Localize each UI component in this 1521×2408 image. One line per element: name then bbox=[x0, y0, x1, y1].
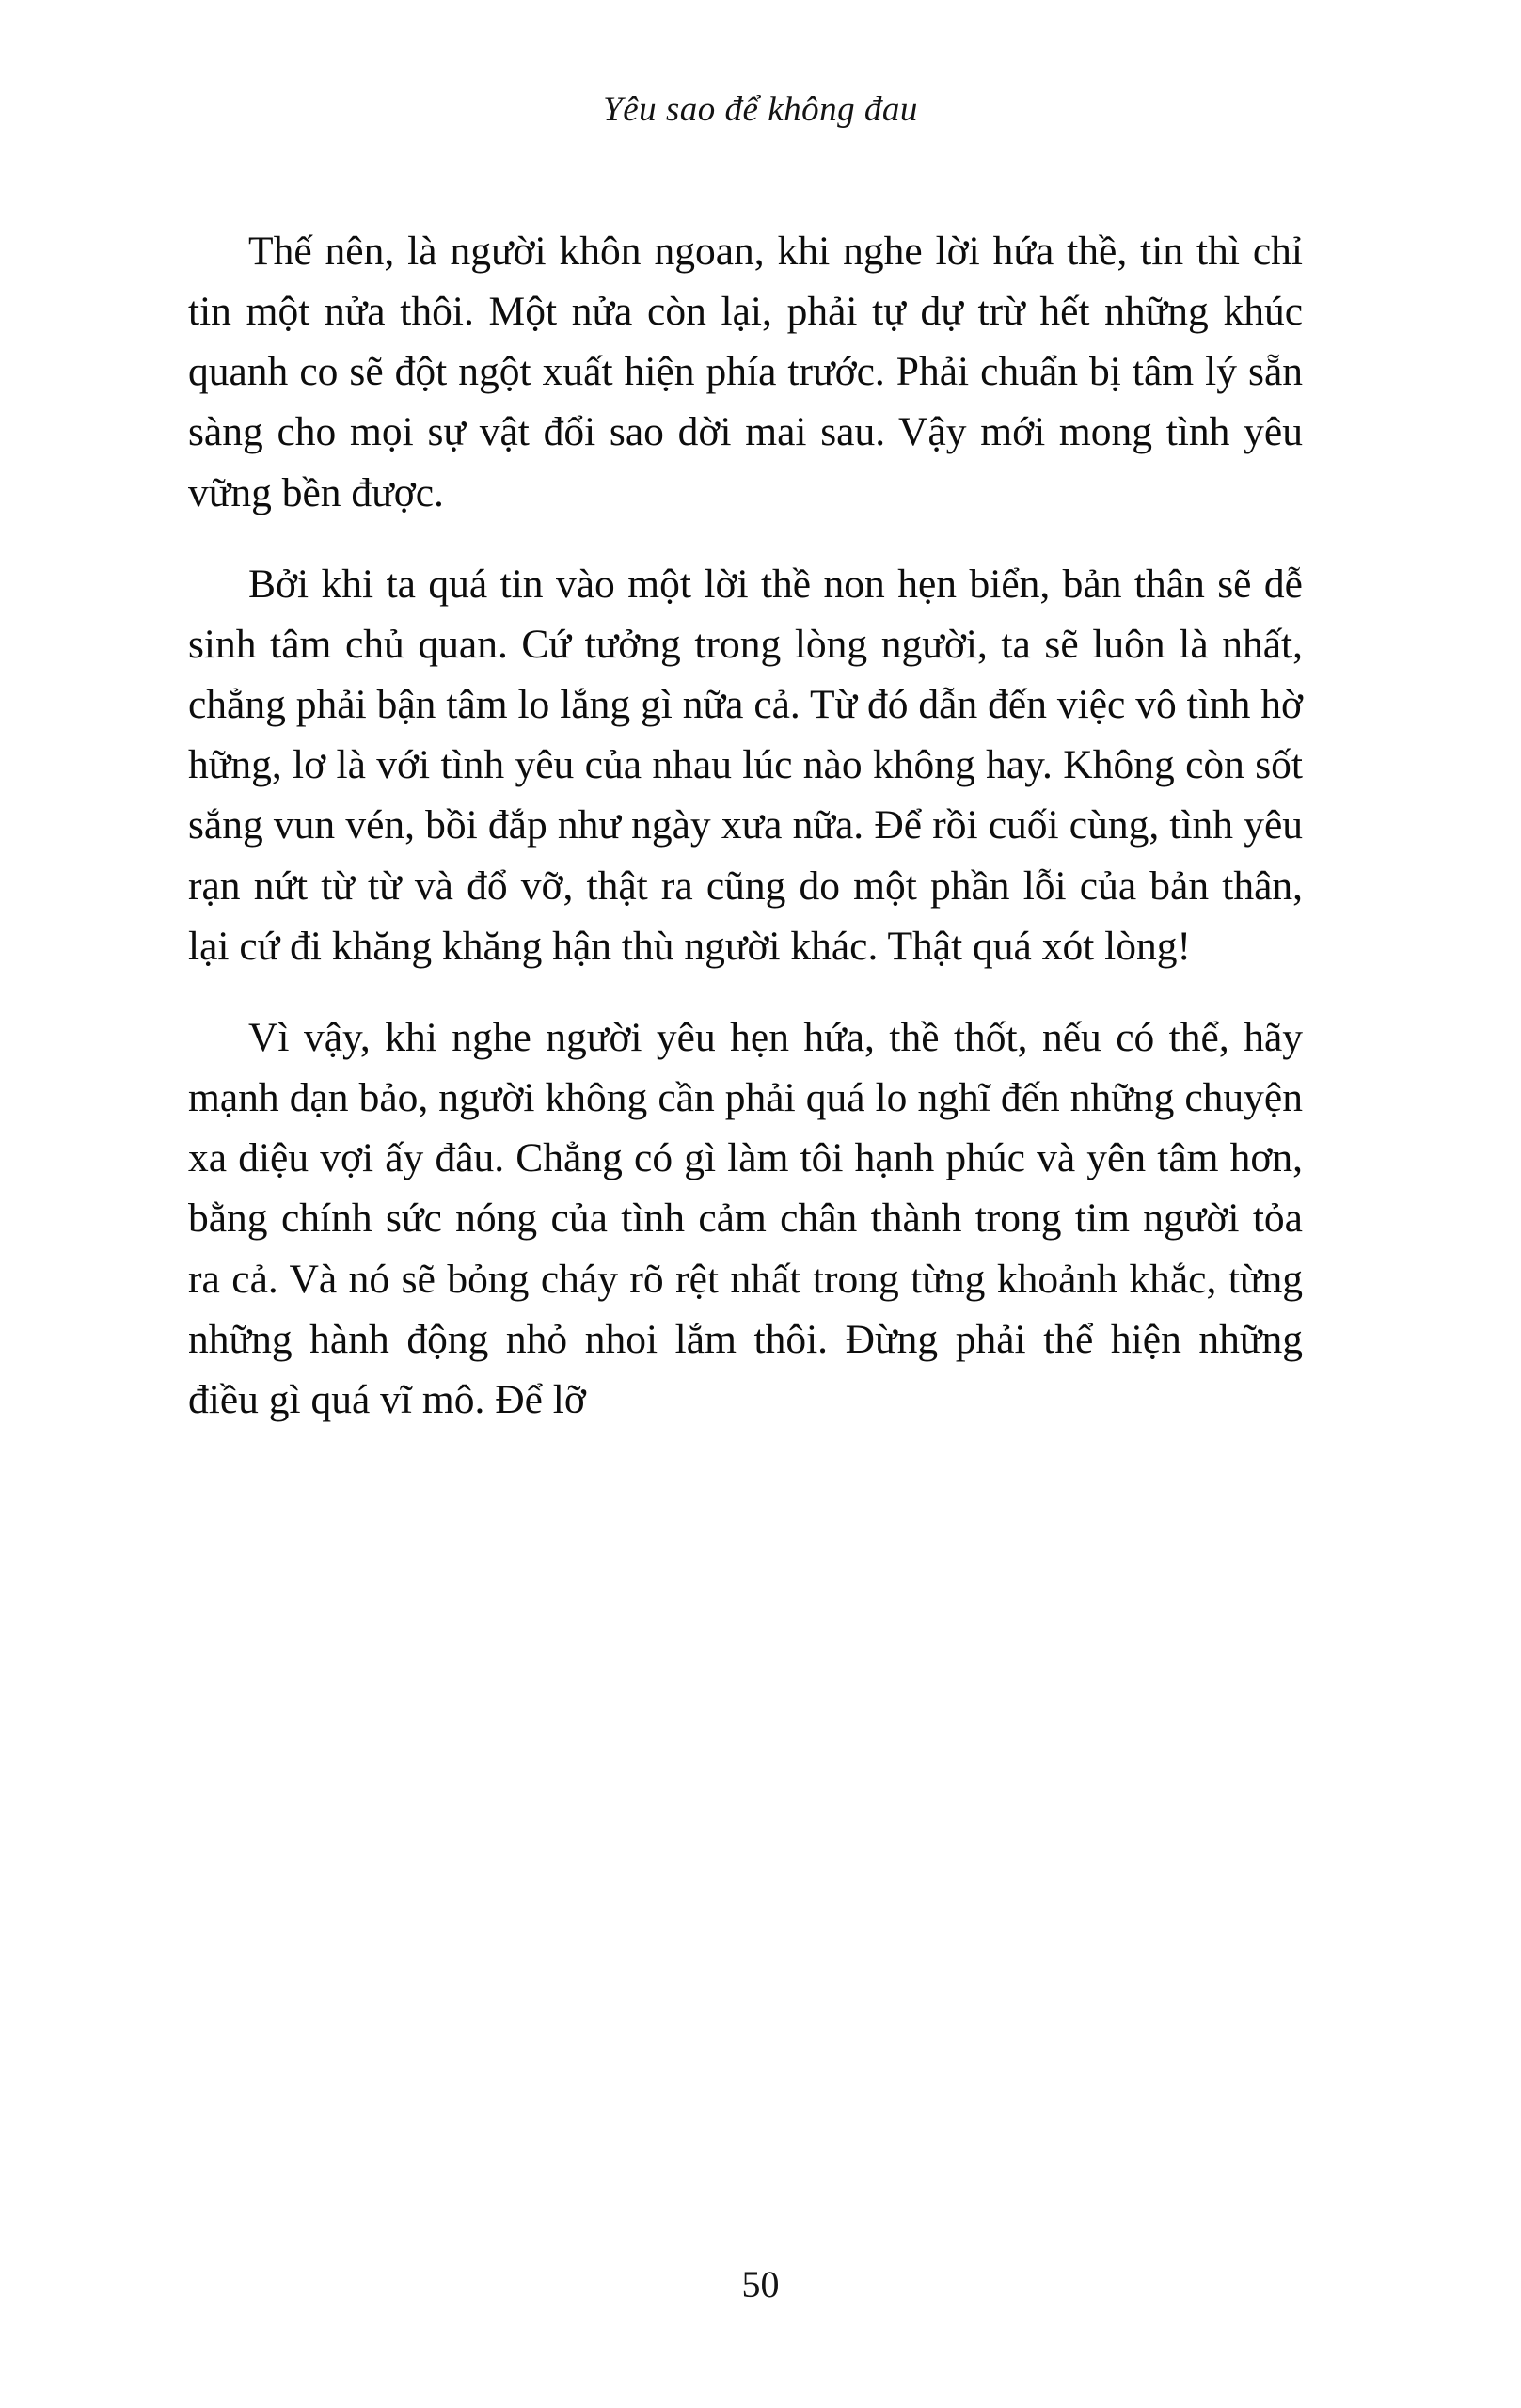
page-number: 50 bbox=[741, 2263, 780, 2305]
paragraph: Bởi khi ta quá tin vào một lời thề non hẹn biển, bản thân sẽ dễ sinh tâm chủ quan. Cứ tưởng trong lòng người, ta sẽ luôn là nhất, chẳng phải bận tâm lo lắng gì nữa cả. Từ đó dẫn đến việc vô tình hờ hững, lơ là với tình yêu của nhau lúc nào không hay. Không còn sốt sắng vun vén, bồi đắp như ngày xưa nữa. Để rồi cuối cùng, tình yêu rạn nứt từ từ và đổ vỡ, thật ra cũng do một phần lỗi của bản thân, lại cứ đi khăng khăng hận thù người khác. Thật quá xót lòng! bbox=[188, 561, 1303, 969]
paragraph: Vì vậy, khi nghe người yêu hẹn hứa, thề thốt, nếu có thể, hãy mạnh dạn bảo, người không cần phải quá lo nghĩ đến những chuyện xa diệu vợi ấy đâu. Chẳng có gì làm tôi hạnh phúc và yên tâm hơn, bằng chính sức nóng của tình cảm chân thành trong tim người tỏa ra cả. Và nó sẽ bỏng cháy rõ rệt nhất trong từng khoảnh khắc, từng những hành động nhỏ nhoi lắm thôi. Đừng phải thể hiện những điều gì quá vĩ mô. Để lỡ bbox=[188, 1014, 1303, 1422]
running-head: Yêu sao để không đau bbox=[603, 90, 918, 129]
page-body bbox=[188, 221, 1303, 1430]
paragraph: Thế nên, là người khôn ngoan, khi nghe lời hứa thề, tin thì chỉ tin một nửa thôi. Một nửa còn lại, phải tự dự trừ hết những khúc quanh co sẽ đột ngột xuất hiện phía trước. Phải chuẩn bị tâm lý sẵn sàng cho mọi sự vật đổi sao dời mai sau. Vậy mới mong tình yêu vững bền được. bbox=[188, 229, 1303, 515]
